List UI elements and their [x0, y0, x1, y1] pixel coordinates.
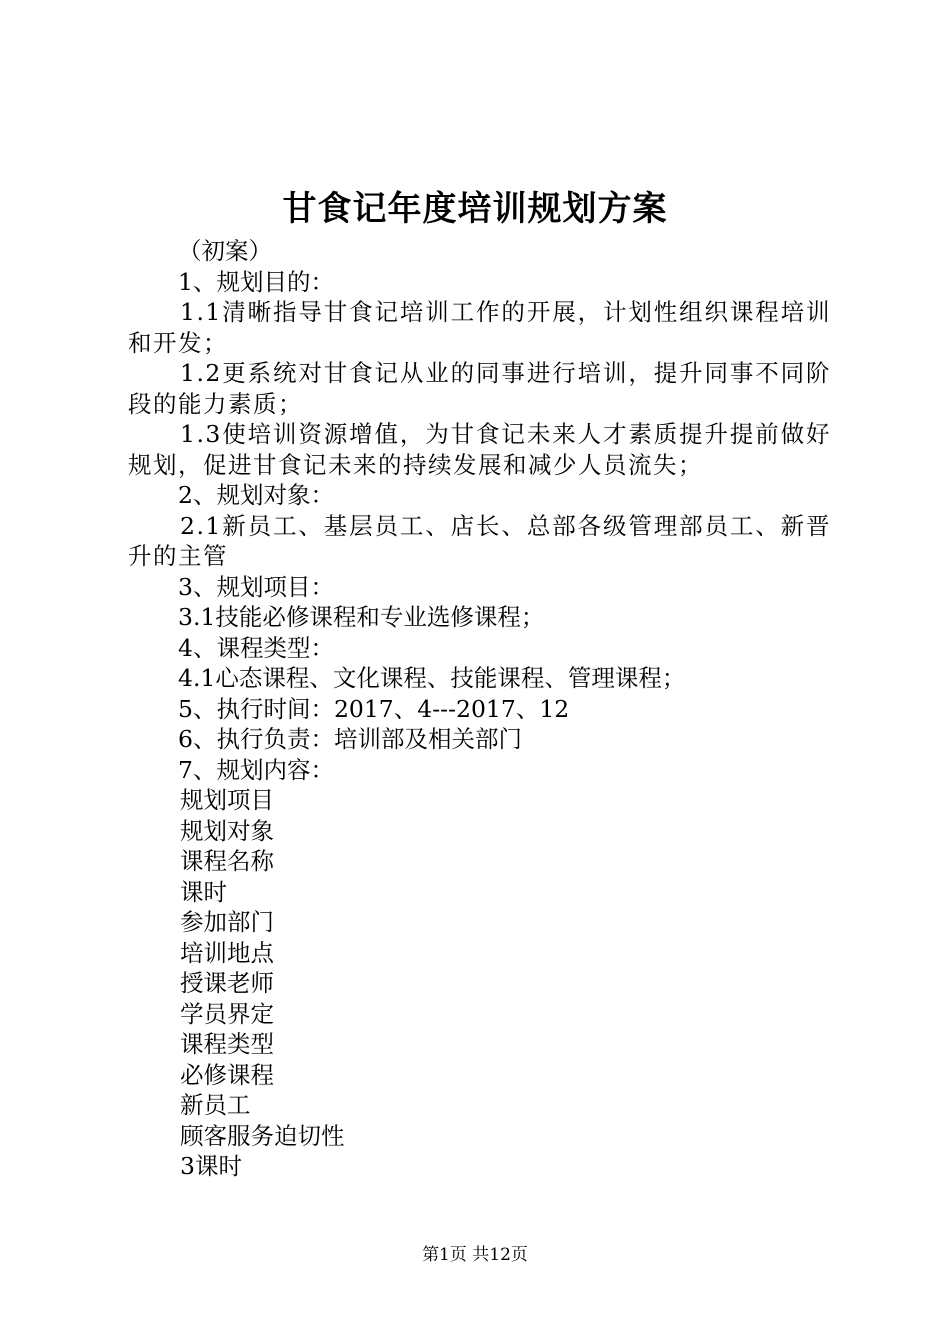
section-heading: 7、规划内容：: [178, 755, 334, 784]
list-item: 参加部门: [180, 908, 274, 936]
paragraph: 1.1清晰指导甘食记培训工作的开展，计划性组织课程培训和开发；: [128, 298, 831, 357]
list-item: 课程名称: [180, 847, 274, 875]
page-footer: 第1页 共12页: [422, 1245, 528, 1265]
section-heading: 5、执行时间：2017、4---2017、12: [178, 694, 570, 723]
list-item: 规划项目: [180, 786, 274, 814]
list-item: 学员界定: [180, 999, 274, 1028]
list-item: 新员工: [180, 1091, 251, 1119]
section-heading: 3、规划项目：: [178, 572, 334, 601]
section-heading: 2、规划对象：: [178, 481, 334, 509]
list-item: 3课时: [180, 1152, 242, 1180]
section-heading: 1、规划目的：: [178, 267, 334, 296]
list-item: 规划对象: [180, 816, 274, 845]
section-heading: 6、执行负责：培训部及相关部门: [178, 725, 522, 753]
section-heading: 4、课程类型：: [178, 633, 334, 662]
subtitle: （初案）: [178, 237, 272, 265]
list-item: 顾客服务迫切性: [180, 1121, 345, 1150]
document-body: [128, 236, 831, 1182]
list-item: 课时: [180, 877, 227, 906]
paragraph: 1.2更系统对甘食记从业的同事进行培训，提升同事不同阶段的能力素质；: [128, 359, 831, 418]
list-item: 培训地点: [180, 938, 274, 967]
document-title: 甘食记年度培训规划方案: [282, 189, 668, 229]
paragraph: 4.1心态课程、文化课程、技能课程、管理课程；: [178, 664, 686, 692]
list-item: 授课老师: [180, 969, 274, 997]
paragraph: 2.1新员工、基层员工、店长、总部各级管理部员工、新晋升的主管: [128, 511, 831, 570]
list-item: 课程类型: [180, 1030, 274, 1058]
paragraph: 3.1技能必修课程和专业选修课程；: [178, 603, 545, 631]
list-item: 必修课程: [180, 1060, 274, 1089]
paragraph: 1.3使培训资源增值，为甘食记未来人才素质提升提前做好规划，促进甘食记未来的持续发展和减少人员流失；: [128, 420, 831, 479]
